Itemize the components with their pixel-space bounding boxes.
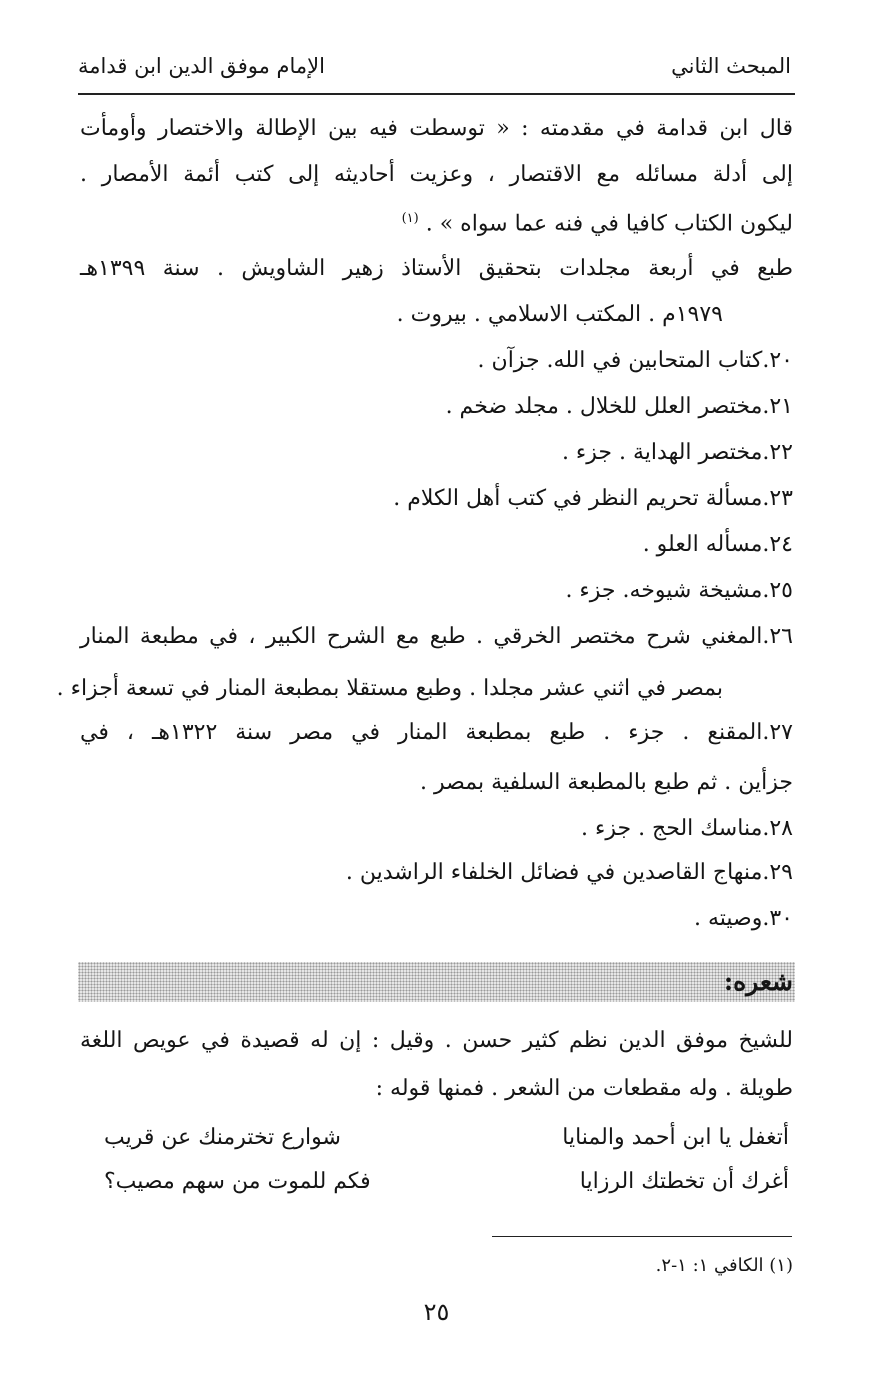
- body-line: إلى أدلة مسائله مع الاقتصار ، وعزيت أحاديثه إلى كتب أئمة الأمصار .: [80, 162, 793, 187]
- footnote-marker: (١): [401, 211, 419, 226]
- body-line: ١٩٧٩م . المكتب الاسلامي . بيروت .: [396, 302, 723, 327]
- verse-first-hemistich: أتغفل يا ابن أحمد والمنايا: [562, 1125, 789, 1150]
- body-line: طبع في أربعة مجلدات بتحقيق الأستاذ زهير الشاويش . سنة ١٣٩٩هـ: [80, 256, 793, 281]
- page-number: ٢٥: [423, 1298, 450, 1326]
- section-heading-band: [78, 962, 795, 1002]
- list-item: ٢٥.مشيخة شيوخه. جزء .: [565, 578, 793, 603]
- poetry-intro-line: طويلة . وله مقطعات من الشعر . فمنها قوله :: [375, 1076, 793, 1101]
- list-item: ٢٧.المقنع . جزء . طبع بمطبعة المنار في مصر سنة ١٣٢٢هـ ، في: [80, 720, 793, 745]
- section-heading: شعره:: [723, 967, 793, 996]
- body-line: [402, 202, 793, 241]
- list-item: ٢٩.منهاج القاصدين في فضائل الخلفاء الراشدين .: [345, 860, 793, 885]
- list-item: ٣٠.وصيته .: [694, 906, 793, 931]
- list-item: ٢٣.مسألة تحريم النظر في كتب أهل الكلام .: [393, 486, 793, 511]
- header-rule: [78, 93, 795, 95]
- verse-first-hemistich: أغرك أن تخطتك الرزايا: [579, 1169, 789, 1194]
- header-book-title: الإمام موفق الدين ابن قدامة: [78, 54, 325, 78]
- header-section-title: المبحث الثاني: [671, 54, 791, 78]
- list-item-continuation: جزأين . ثم طبع بالمطبعة السلفية بمصر .: [420, 770, 793, 795]
- body-line-text: ليكون الكتاب كافيا في فنه عما سواه » .: [425, 211, 793, 237]
- list-item: ٢٠.كتاب المتحابين في الله. جزآن .: [477, 348, 793, 373]
- footnote-rule: [492, 1236, 792, 1237]
- footnote: (١) الكافي ١: ١-٢.: [655, 1255, 793, 1276]
- list-item: ٢٨.مناسك الحج . جزء .: [581, 816, 793, 841]
- list-item: ٢١.مختصر العلل للخلال . مجلد ضخم .: [445, 394, 793, 419]
- list-item: ٢٢.مختصر الهداية . جزء .: [561, 440, 793, 465]
- verse-second-hemistich: فكم للموت من سهم مصيب؟: [104, 1169, 371, 1194]
- poetry-intro-line: للشيخ موفق الدين نظم كثير حسن . وقيل : إن له قصيدة في عويص اللغة: [80, 1028, 793, 1053]
- verse-second-hemistich: شوارع تخترمنك عن قريب: [104, 1125, 341, 1150]
- list-item-continuation: بمصر في اثني عشر مجلدا . وطبع مستقلا بمطبعة المنار في تسعة أجزاء .: [56, 676, 723, 701]
- list-item: ٢٤.مسأله العلو .: [642, 532, 793, 557]
- verse: [104, 1164, 789, 1200]
- list-item: ٢٦.المغني شرح مختصر الخرقي . طبع مع الشرح الكبير ، في مطبعة المنار: [80, 624, 793, 649]
- verse: [104, 1120, 789, 1156]
- body-line: قال ابن قدامة في مقدمته : « توسطت فيه بين الإطالة والاختصار وأومأت: [80, 116, 793, 141]
- running-header: [78, 48, 791, 88]
